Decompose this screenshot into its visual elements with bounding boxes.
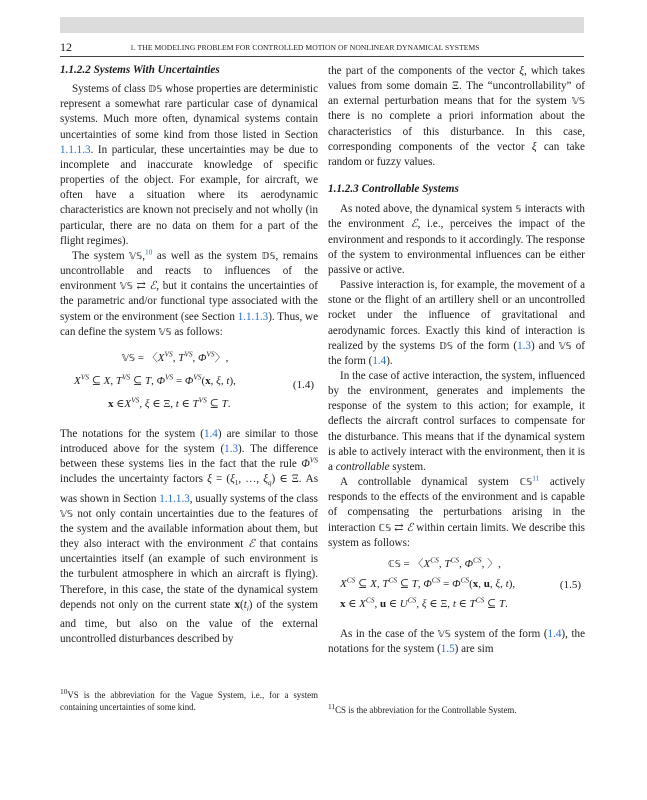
ref-eq-1-5[interactable]: 1.5 [440, 643, 455, 655]
footnote-number: 10 [60, 687, 68, 697]
footnote-number: 11 [328, 702, 336, 712]
ref-section-1113[interactable]: 1.1.1.3 [60, 143, 91, 156]
paragraph: Passive interaction is, for example, the movement of a stone or the flight of an artillery shell or an uncontrolled rocket under the influence of gravitational and aerodynamic forces. Exactly this kind of interaction is realized by the systems 𝔻𝕊 of the form (1.3) and 𝕍𝕊 of the form (1.4). [328, 279, 585, 367]
ref-section-1113[interactable]: 1.1.1.3 [237, 310, 269, 323]
ref-eq-1-3[interactable]: 1.3 [517, 339, 531, 352]
page-number: 12 [60, 40, 72, 54]
paragraph: The system 𝕍𝕊,$^{10}$ as well as the system 𝔻𝕊, remains uncontrollable and reacts to influences of the environment 𝕍𝕊 ⇄ ℰ, but it contains the uncertainties of the parametric and/or functional type associated with the system or the environment (see Section 1.1.1.3). Thus, we can define the system 𝕍𝕊 as follows: [60, 247, 319, 338]
top-gray-band [60, 17, 584, 33]
footnote-11 [328, 704, 585, 716]
section-heading-controllable: 1.1.2.3 Controllable Systems [328, 183, 459, 196]
footnote-text: VS is the abbreviation for the Vague System, i.e., for a system containing uncertainties of some kind. [60, 690, 318, 713]
footnote-marker-11[interactable]: 11 [532, 473, 540, 483]
paragraph: the part of the components of the vector ξ, which takes values from some domain Ξ. The “uncontrollability” of an external perturbation means that for the system 𝕍𝕊 there is no complete a priori information about the characteristics of this disturbance. In this case, corresponding components of the vector ξ can take random or fuzzy values. [328, 65, 585, 168]
paragraph: The notations for the system (1.4) are similar to those introduced above for the system (1.3). The difference between these systems lies in the fact that the rule $\Phi^{VS}$ includes the uncertainty factors $\xi = (\xi_1$, …, $\xi_q$) ∈ Ξ. As was shown in Section 1.1.1.3, usually systems of the class 𝕍𝕊 not only contain uncertainties due to the features of the system and the available information about them, but they also interact with the environment ℰ that contains uncertainties itself (an example of such environment is the turbulent atmosphere in which an aircraft is flying). Therefore, in this case, the state of the dynamical system depends not only on the current state $x(t_i)$ of the system and time, but also on the value of the external uncontrolled disturbances described by [60, 427, 319, 646]
ref-section-1113[interactable]: 1.1.1.3 [159, 492, 190, 505]
section-heading-uncertainties: 1.1.2.2 Systems With Uncertainties [60, 64, 220, 76]
ref-eq-1-3[interactable]: 1.3 [224, 442, 239, 455]
running-head: 1. THE MODELING PROBLEM FOR CONTROLLED MOTION OF NONLINEAR DYNAMICAL SYSTEMS [130, 43, 480, 52]
equation-1-4: 𝕍𝕊 = 〈$X^{VS}$, $T^{VS}$, $\Phi^{VS}$〉, $X^{VS}$ ⊆ X, $T^{VS}$ ⊆ T, $\Phi^{VS} = \Phi^{VS}(x$, ξ, t), x $\in X^{VS}$, ξ ∈ Ξ, t ∈ $T^{VS}$ ⊆ T. (1.4) [74, 349, 314, 410]
paragraph: As in the case of the 𝕍𝕊 system of the form (1.4), the notations for the system (1.5) are sim [328, 627, 585, 655]
equation-1-5: ℂ𝕊 = 〈$X^{CS}$, $T^{CS}$, $\Phi^{CS}$, 〉, $X^{CS}$ ⊆ X, $T^{CS}$ ⊆ T, $\Phi^{CS} = \Phi^{CS}(x$, u, ξ, t), x ∈ $X^{CS}$, u ∈ $U^{CS}$, ξ ∈ Ξ, t ∈ $T^{CS}$ ⊆ T. (1.5) [340, 555, 581, 610]
paragraph: In the case of active interaction, the system, influenced by the environment, generates and implements the response of the system to this action; for example, it deflects the aircraft control surfaces to compensate for the disturbance. This means that if the dynamical system is able to actively interact with the environment, then it is a controllable system. [328, 369, 585, 473]
right-column [328, 64, 585, 657]
ref-eq-1-4[interactable]: 1.4 [547, 627, 562, 640]
paragraph: As noted above, the dynamical system 𝕊 interacts with the environment ℰ, i.e., perceives the impact of the environment and responds to it accordingly. The response of the system to environmental influences can be either passive or active. [328, 203, 585, 276]
footnote-text: CS is the abbreviation for the Controllable System. [335, 705, 517, 715]
paragraph: A controllable dynamical system ℂ𝕊$^{11}$ actively responds to the effects of the environment and is capable of compensating the perturbations arising in the interaction ℂ𝕊 ⇄ ℰ within certain limits. We describe this system as follows: [328, 473, 586, 549]
footnote-marker-10[interactable]: 10 [144, 247, 153, 257]
footnote-10 [60, 689, 318, 714]
equation-number: (1.5) [559, 578, 581, 591]
page-header [60, 40, 584, 57]
ref-eq-1-4[interactable]: 1.4 [372, 354, 387, 367]
ref-eq-1-4[interactable]: 1.4 [203, 427, 218, 440]
paragraph: Systems of class 𝔻𝕊 whose properties are deterministic represent a somewhat rare particular case of dynamical systems. Much more often, dynamical systems contain uncertainties of some kind from those listed in Section 1.1.1.3. In particular, these uncertainties may be due to incomplete and inaccurate knowledge of specific properties of the object. For example, for aircraft, we often have a situation where its aerodynamic characteristics are known not precisely and not wholly (in particular, there are no data on them for a part of the flight regimes). [60, 83, 318, 247]
equation-number: (1.4) [292, 378, 314, 391]
left-column [60, 63, 318, 647]
